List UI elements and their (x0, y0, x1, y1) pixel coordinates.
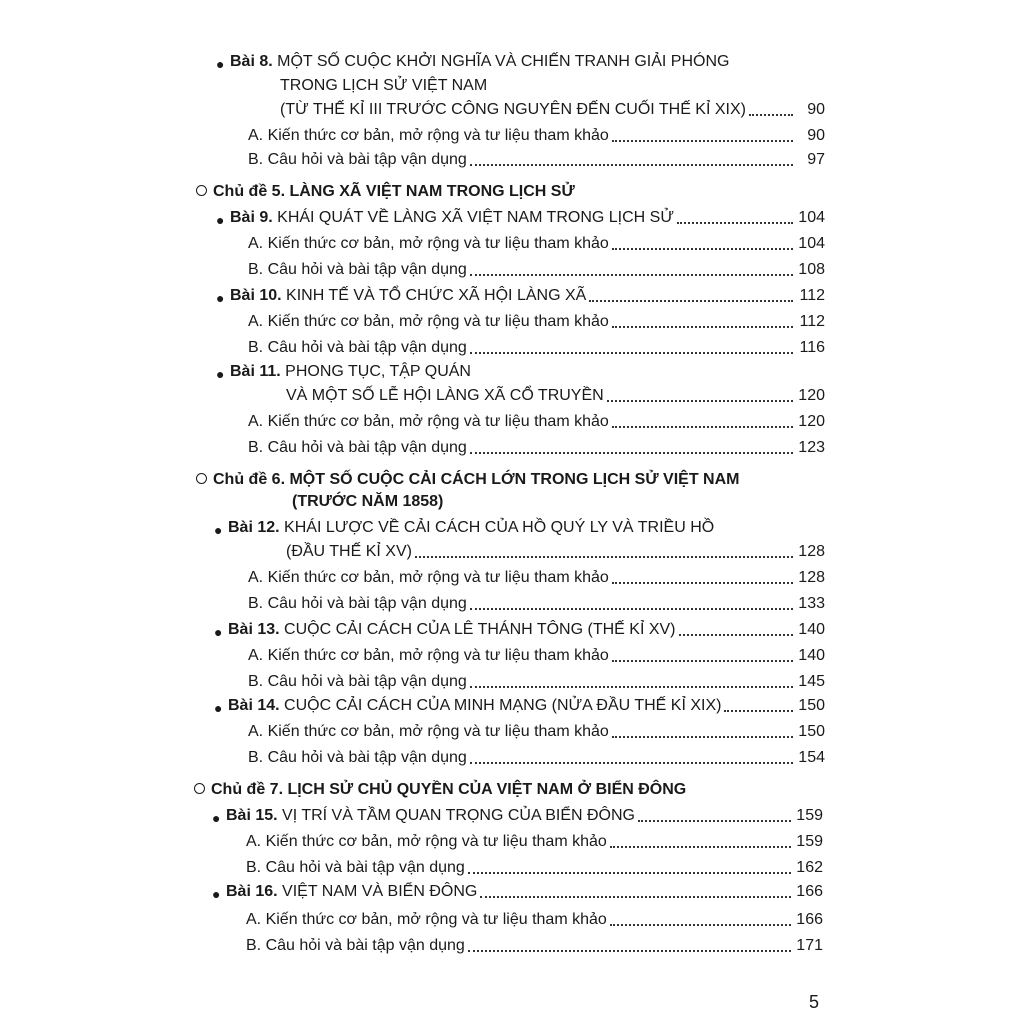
leader-dots (480, 896, 791, 898)
part-b-page: 154 (798, 749, 825, 766)
part-a-page: 128 (798, 569, 825, 586)
part-b-label: B. Câu hỏi và bài tập vận dụng (248, 595, 467, 612)
part-a-label: A. Kiến thức cơ bản, mở rộng và tư liệu tham khảo (248, 647, 609, 664)
leader-dots (468, 950, 791, 952)
bullet-icon: ● (216, 212, 225, 228)
leader-dots (470, 352, 793, 354)
part-a-page: 166 (796, 911, 823, 928)
leader-dots (724, 710, 793, 712)
lesson-14-row (228, 696, 825, 716)
lesson-8-part-a (248, 126, 825, 146)
lesson-11-row (286, 386, 825, 406)
lesson-13-text: CUỘC CẢI CÁCH CỦA LÊ THÁNH TÔNG (THẾ KỈ XV) (284, 621, 676, 638)
lesson-13-part-a (248, 646, 825, 666)
lesson-10-label: Bài 10. (230, 287, 282, 304)
lesson-8-line2: TRONG LỊCH SỬ VIỆT NAM (280, 77, 488, 94)
part-b-page: 145 (798, 673, 825, 690)
circle-bullet-icon (196, 185, 207, 196)
leader-dots (470, 686, 793, 688)
lesson-12-part-a (248, 568, 825, 588)
bullet-icon: ● (212, 886, 221, 902)
lesson-8-line1: MỘT SỐ CUỘC KHỞI NGHĨA VÀ CHIẾN TRANH GIẢI PHÓNG (277, 53, 730, 70)
lesson-11-part-a (248, 412, 825, 432)
lesson-14-part-a (248, 722, 825, 742)
leader-dots (470, 452, 793, 454)
part-b-label: B. Câu hỏi và bài tập vận dụng (248, 439, 467, 456)
lesson-13-title (228, 620, 676, 640)
lesson-8-part-b (248, 150, 825, 170)
part-a-page: 140 (798, 647, 825, 664)
lesson-13-label: Bài 13. (228, 621, 280, 638)
circle-bullet-icon (196, 473, 207, 484)
lesson-11-title (230, 362, 471, 382)
part-a-page: 90 (807, 127, 825, 144)
leader-dots (638, 820, 791, 822)
leader-dots (677, 222, 793, 224)
lesson-10-part-b (248, 338, 825, 358)
lesson-10-text: KINH TẾ VÀ TỔ CHỨC XÃ HỘI LÀNG XÃ (286, 287, 587, 304)
chapter-6-subtitle: (TRƯỚC NĂM 1858) (292, 493, 444, 510)
chapter-5-title: Chủ đề 5. LÀNG XÃ VIỆT NAM TRONG LỊCH SỬ (213, 183, 575, 200)
part-a-label: A. Kiến thức cơ bản, mở rộng và tư liệu tham khảo (248, 313, 609, 330)
part-a-label: A. Kiến thức cơ bản, mở rộng và tư liệu tham khảo (248, 723, 609, 740)
lesson-13-row (228, 620, 825, 640)
leader-dots (607, 400, 793, 402)
lesson-11-page: 120 (798, 387, 825, 404)
lesson-14-part-b (248, 748, 825, 768)
leader-dots (415, 556, 793, 558)
lesson-10-title (230, 286, 586, 306)
lesson-12-label: Bài 12. (228, 519, 280, 536)
lesson-9-page: 104 (798, 209, 825, 226)
lesson-11-line2: VÀ MỘT SỐ LỄ HỘI LÀNG XÃ CỔ TRUYỀN (286, 387, 604, 404)
chapter-7-title: Chủ đề 7. LỊCH SỬ CHỦ QUYỀN CỦA VIỆT NAM Ở BIỂN ĐÔNG (211, 781, 687, 798)
part-b-page: 123 (798, 439, 825, 456)
lesson-8-title (230, 52, 729, 72)
circle-bullet-icon (194, 783, 205, 794)
part-b-label: B. Câu hỏi và bài tập vận dụng (248, 151, 467, 168)
part-a-label: A. Kiến thức cơ bản, mở rộng và tư liệu tham khảo (248, 569, 609, 586)
part-a-label: A. Kiến thức cơ bản, mở rộng và tư liệu tham khảo (246, 911, 607, 928)
lesson-16-page: 166 (796, 883, 823, 900)
lesson-8-label: Bài 8. (230, 53, 273, 70)
lesson-8-row (280, 100, 825, 120)
part-a-label: A. Kiến thức cơ bản, mở rộng và tư liệu tham khảo (248, 127, 609, 144)
lesson-14-label: Bài 14. (228, 697, 280, 714)
lesson-16-part-a (246, 910, 823, 930)
leader-dots (612, 736, 793, 738)
lesson-16-part-b (246, 936, 823, 956)
part-b-page: 133 (798, 595, 825, 612)
lesson-9-row (230, 208, 825, 228)
bullet-icon: ● (212, 810, 221, 826)
part-a-page: 104 (798, 235, 825, 252)
part-b-page: 108 (798, 261, 825, 278)
leader-dots (612, 248, 793, 250)
leader-dots (612, 582, 793, 584)
lesson-11-label: Bài 11. (230, 363, 281, 380)
lesson-12-page: 128 (798, 543, 825, 560)
lesson-8-line3: (TỪ THẾ KỈ III TRƯỚC CÔNG NGUYÊN ĐẾN CUỐI THẾ KỈ XIX) (280, 101, 746, 118)
lesson-13-page: 140 (798, 621, 825, 638)
leader-dots (679, 634, 793, 636)
lesson-15-part-b (246, 858, 823, 878)
leader-dots (610, 846, 791, 848)
lesson-16-text: VIỆT NAM VÀ BIỂN ĐÔNG (282, 883, 478, 900)
part-a-page: 159 (796, 833, 823, 850)
leader-dots (470, 608, 793, 610)
lesson-14-text: CUỘC CẢI CÁCH CỦA MINH MẠNG (NỬA ĐẦU THẾ KỈ XIX) (284, 697, 722, 714)
lesson-15-row (226, 806, 823, 826)
lesson-9-part-b (248, 260, 825, 280)
lesson-10-page: 112 (799, 287, 825, 304)
bullet-icon: ● (214, 624, 223, 640)
part-b-label: B. Câu hỏi và bài tập vận dụng (246, 937, 465, 954)
part-b-label: B. Câu hỏi và bài tập vận dụng (248, 339, 467, 356)
lesson-14-page: 150 (798, 697, 825, 714)
lesson-12-row (286, 542, 825, 562)
lesson-15-part-a (246, 832, 823, 852)
part-a-page: 112 (799, 313, 825, 330)
chapter-5-heading (196, 182, 575, 202)
bullet-icon: ● (214, 700, 223, 716)
part-a-label: A. Kiến thức cơ bản, mở rộng và tư liệu tham khảo (248, 235, 609, 252)
lesson-15-label: Bài 15. (226, 807, 278, 824)
lesson-11-part-b (248, 438, 825, 458)
part-b-label: B. Câu hỏi và bài tập vận dụng (248, 673, 467, 690)
lesson-15-title (226, 806, 635, 826)
lesson-10-part-a (248, 312, 825, 332)
lesson-9-text: KHÁI QUÁT VỀ LÀNG XÃ VIỆT NAM TRONG LỊCH SỬ (277, 209, 675, 226)
lesson-13-part-b (248, 672, 825, 692)
leader-dots (470, 274, 793, 276)
lesson-12-part-b (248, 594, 825, 614)
leader-dots (612, 660, 793, 662)
lesson-14-title (228, 696, 721, 716)
leader-dots (470, 164, 793, 166)
part-a-label: A. Kiến thức cơ bản, mở rộng và tư liệu tham khảo (248, 413, 609, 430)
part-a-label: A. Kiến thức cơ bản, mở rộng và tư liệu tham khảo (246, 833, 607, 850)
leader-dots (612, 326, 793, 328)
part-b-page: 116 (799, 339, 825, 356)
lesson-16-title (226, 882, 477, 902)
lesson-9-label: Bài 9. (230, 209, 273, 226)
part-b-page: 171 (796, 937, 823, 954)
part-b-label: B. Câu hỏi và bài tập vận dụng (246, 859, 465, 876)
leader-dots (470, 762, 793, 764)
leader-dots (610, 924, 791, 926)
lesson-15-text: VỊ TRÍ VÀ TẦM QUAN TRỌNG CỦA BIỂN ĐÔNG (282, 807, 635, 824)
chapter-6-title: Chủ đề 6. MỘT SỐ CUỘC CẢI CÁCH LỚN TRONG LỊCH SỬ VIỆT NAM (213, 471, 740, 488)
bullet-icon: ● (214, 522, 223, 538)
leader-dots (612, 426, 793, 428)
part-a-page: 120 (798, 413, 825, 430)
lesson-11-line1: PHONG TỤC, TẬP QUÁN (285, 363, 471, 380)
lesson-9-part-a (248, 234, 825, 254)
leader-dots (612, 140, 793, 142)
lesson-15-page: 159 (796, 807, 823, 824)
leader-dots (468, 872, 791, 874)
leader-dots (749, 114, 793, 116)
lesson-16-label: Bài 16. (226, 883, 278, 900)
bullet-icon: ● (216, 56, 225, 72)
chapter-7-heading (194, 780, 686, 800)
lesson-12-line2: (ĐẦU THẾ KỈ XV) (286, 543, 412, 560)
bullet-icon: ● (216, 290, 225, 306)
lesson-12-title (228, 518, 714, 538)
part-b-label: B. Câu hỏi và bài tập vận dụng (248, 261, 467, 278)
lesson-12-line1: KHÁI LƯỢC VỀ CẢI CÁCH CỦA HỒ QUÝ LY VÀ TRIỀU HỒ (284, 519, 715, 536)
part-a-page: 150 (798, 723, 825, 740)
part-b-label: B. Câu hỏi và bài tập vận dụng (248, 749, 467, 766)
lesson-8-page: 90 (807, 101, 825, 118)
lesson-9-title (230, 208, 674, 228)
bullet-icon: ● (216, 366, 225, 382)
leader-dots (589, 300, 793, 302)
page-number: 5 (808, 992, 819, 1012)
part-b-page: 97 (807, 151, 825, 168)
lesson-16-row (226, 882, 823, 902)
lesson-10-row (230, 286, 825, 306)
part-b-page: 162 (796, 859, 823, 876)
chapter-6-heading (196, 470, 739, 490)
